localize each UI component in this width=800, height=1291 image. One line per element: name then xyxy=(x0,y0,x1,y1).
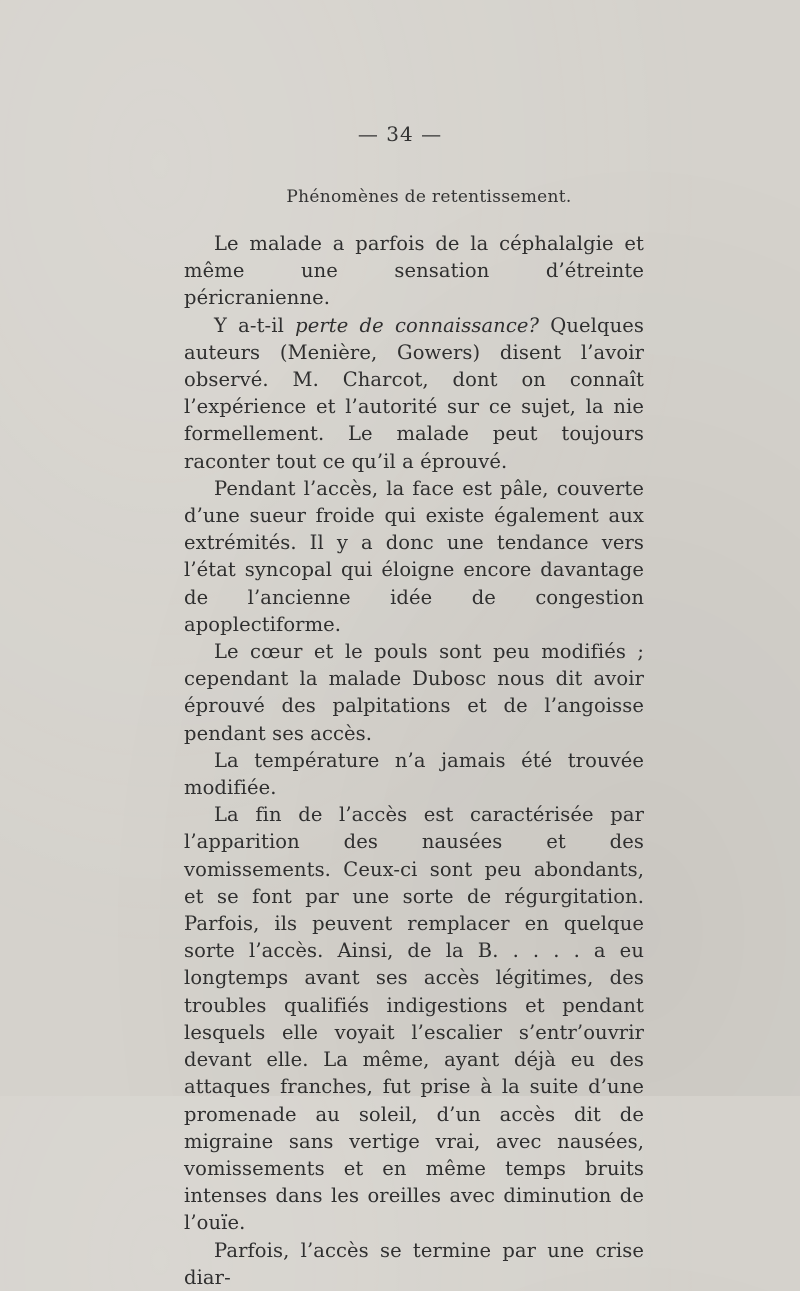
paragraph xyxy=(184,1237,644,1291)
paragraph-text: Y a-t-il xyxy=(214,313,296,337)
paragraph xyxy=(184,638,644,747)
paragraph xyxy=(184,312,644,475)
paragraph xyxy=(184,747,644,801)
paragraph xyxy=(184,801,644,1236)
body-text xyxy=(184,230,644,1291)
paragraph-text: La fin de l’accès est caractérisée par l’apparition des nausées et des vomissements. Ceux-ci sont peu abondants, et se font par une sorte de régurgitation. Parfois, ils peuvent remplacer en quelque sorte l’accès. Ainsi, de la B. . . . . a eu longtemps avant ses accès légitimes, des troubles qualifiés indigestions et pendant lesquels elle voyait l’escalier s’entr’ouvrir devant elle. La même, ayant déjà eu des attaques franches, fut prise à la suite d’une promenade au soleil, d’un accès dit de migraine sans vertige vrai, avec nausées, vomissements et en même temps bruits intenses dans les oreilles avec diminution de l’ouïe. xyxy=(184,803,644,1235)
paragraph-text: La température n’a jamais été trouvée modifiée. xyxy=(184,748,644,800)
paragraph-text: Parfois, l’accès se termine par une crise diar- xyxy=(184,1238,644,1289)
italic-text: perte de connaissance? xyxy=(295,313,540,337)
paragraph-text: Quelques auteurs (Menière, Gowers) disent l’avoir observé. M. Charcot, dont on connaît l’expérience et l’autorité sur ce sujet, la nie formellement. Le malade peut toujours raconter tout ce qu’il a éprouvé. xyxy=(184,313,644,473)
paragraph-text: Le malade a parfois de la céphalalgie et même une sensation d’étreinte péricranienne. xyxy=(184,232,644,310)
section-title: Phénomènes de retentissement. xyxy=(286,187,572,207)
paragraph xyxy=(184,230,644,312)
paragraph xyxy=(184,475,644,638)
paragraph-text: Le cœur et le pouls sont peu modifiés ; cependant la malade Dubosc nous dit avoir éprouvé des palpitations et de l’angoisse pendant ses accès. xyxy=(184,640,644,745)
page-number: — 34 — xyxy=(357,122,443,146)
paragraph-text: Pendant l’accès, la face est pâle, couverte d’une sueur froide qui existe également aux extrémités. Il y a donc une tendance vers l’état syncopal qui éloigne encore davantage de l’ancienne idée de congestion apoplectiforme. xyxy=(184,476,644,636)
